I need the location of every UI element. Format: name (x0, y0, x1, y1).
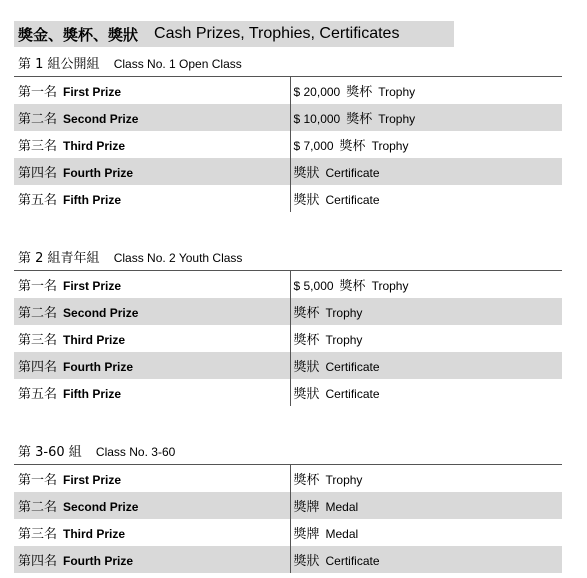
rank-en: First Prize (63, 278, 122, 293)
award-en: Trophy (371, 278, 409, 293)
award-zh: 獎杯 (339, 138, 366, 154)
rank-cell (14, 131, 290, 158)
award-en: Certificate (325, 553, 380, 568)
award-en: Trophy (371, 138, 409, 153)
rank-en: Fifth Prize (63, 386, 122, 401)
rank-zh: 第一名 (18, 278, 58, 294)
award-cell (290, 158, 562, 185)
cash-amount: $ 10,000 (293, 111, 341, 126)
title-en: Cash Prizes, Trophies, Certificates (154, 25, 400, 42)
prize-row (14, 298, 562, 325)
title-zh: 獎金、獎杯、獎狀 (18, 25, 139, 44)
rank-zh: 第三名 (18, 526, 58, 542)
award-cell (290, 492, 562, 519)
prize-table-open-class (14, 76, 562, 212)
section-heading-class-3-60 (18, 441, 175, 460)
section-heading-en: Class No. 3-60 (95, 445, 176, 459)
section-heading-open-class (18, 53, 242, 72)
section-heading-zh: 第 2 組青年組 (18, 251, 100, 266)
rank-en: Third Prize (63, 332, 126, 347)
rank-cell (14, 546, 290, 573)
award-zh: 獎狀 (293, 165, 320, 181)
prize-row (14, 158, 562, 185)
section-heading-zh: 第 1 組公開組 (18, 57, 100, 72)
prize-row (14, 325, 562, 352)
rank-zh: 第一名 (18, 84, 58, 100)
award-cell (290, 298, 562, 325)
prize-row (14, 352, 562, 379)
award-zh: 獎杯 (339, 278, 366, 294)
award-cell (290, 104, 562, 131)
rank-cell (14, 352, 290, 379)
rank-zh: 第四名 (18, 359, 58, 375)
rank-en: Fifth Prize (63, 192, 122, 207)
award-zh: 獎杯 (346, 84, 373, 100)
prize-row (14, 104, 562, 131)
rank-cell (14, 104, 290, 131)
rank-zh: 第一名 (18, 472, 58, 488)
rank-zh: 第二名 (18, 499, 58, 515)
rank-en: Third Prize (63, 526, 126, 541)
rank-zh: 第五名 (18, 192, 58, 208)
award-en: Certificate (325, 192, 380, 207)
award-cell (290, 325, 562, 352)
section-heading-en: Class No. 2 Youth Class (113, 251, 243, 265)
award-en: Trophy (325, 332, 363, 347)
award-zh: 獎杯 (293, 305, 320, 321)
award-cell (290, 131, 562, 158)
rank-en: Fourth Prize (63, 165, 134, 180)
section-heading-youth-class (18, 247, 242, 266)
rank-en: Fourth Prize (63, 553, 134, 568)
award-en: Trophy (325, 472, 363, 487)
award-zh: 獎杯 (293, 472, 320, 488)
rank-en: First Prize (63, 84, 122, 99)
rank-zh: 第三名 (18, 138, 58, 154)
award-en: Trophy (378, 111, 416, 126)
prize-table-youth-class (14, 270, 562, 406)
cash-amount: $ 7,000 (293, 138, 334, 153)
award-zh: 獎狀 (293, 553, 320, 569)
prize-row (14, 185, 562, 212)
award-en: Medal (325, 526, 359, 541)
award-cell (290, 546, 562, 573)
award-zh: 獎狀 (293, 386, 320, 402)
rank-zh: 第五名 (18, 386, 58, 402)
prize-table-class-3-60 (14, 464, 562, 573)
award-cell (290, 352, 562, 379)
rank-zh: 第二名 (18, 111, 58, 127)
rank-cell (14, 465, 290, 492)
rank-cell (14, 379, 290, 406)
rank-zh: 第四名 (18, 165, 58, 181)
rank-cell (14, 158, 290, 185)
prize-row (14, 519, 562, 546)
rank-cell (14, 519, 290, 546)
rank-cell (14, 77, 290, 104)
award-zh: 獎杯 (293, 332, 320, 348)
rank-en: Fourth Prize (63, 359, 134, 374)
section-heading-zh: 第 3-60 組 (18, 445, 82, 460)
prize-row (14, 271, 562, 298)
cash-amount: $ 20,000 (293, 84, 341, 99)
rank-cell (14, 185, 290, 212)
award-zh: 獎牌 (293, 499, 320, 515)
award-cell (290, 185, 562, 212)
award-en: Trophy (325, 305, 363, 320)
rank-cell (14, 492, 290, 519)
rank-en: Second Prize (63, 111, 139, 126)
cash-amount: $ 5,000 (293, 278, 334, 293)
award-en: Trophy (378, 84, 416, 99)
award-zh: 獎狀 (293, 192, 320, 208)
award-cell (290, 465, 562, 492)
award-cell (290, 519, 562, 546)
award-cell (290, 77, 562, 104)
award-cell (290, 379, 562, 406)
rank-cell (14, 325, 290, 352)
prize-row (14, 465, 562, 492)
award-zh: 獎牌 (293, 526, 320, 542)
rank-cell (14, 298, 290, 325)
award-en: Certificate (325, 386, 380, 401)
prize-row (14, 77, 562, 104)
rank-en: Second Prize (63, 305, 139, 320)
prize-row (14, 131, 562, 158)
award-zh: 獎狀 (293, 359, 320, 375)
rank-zh: 第二名 (18, 305, 58, 321)
prize-row (14, 379, 562, 406)
page-title (14, 21, 454, 47)
award-en: Certificate (325, 165, 380, 180)
award-en: Certificate (325, 359, 380, 374)
rank-zh: 第三名 (18, 332, 58, 348)
prize-row (14, 492, 562, 519)
award-en: Medal (325, 499, 359, 514)
prize-row (14, 546, 562, 573)
award-cell (290, 271, 562, 298)
rank-en: First Prize (63, 472, 122, 487)
rank-en: Second Prize (63, 499, 139, 514)
rank-cell (14, 271, 290, 298)
rank-zh: 第四名 (18, 553, 58, 569)
section-heading-en: Class No. 1 Open Class (113, 57, 242, 71)
award-zh: 獎杯 (346, 111, 373, 127)
rank-en: Third Prize (63, 138, 126, 153)
